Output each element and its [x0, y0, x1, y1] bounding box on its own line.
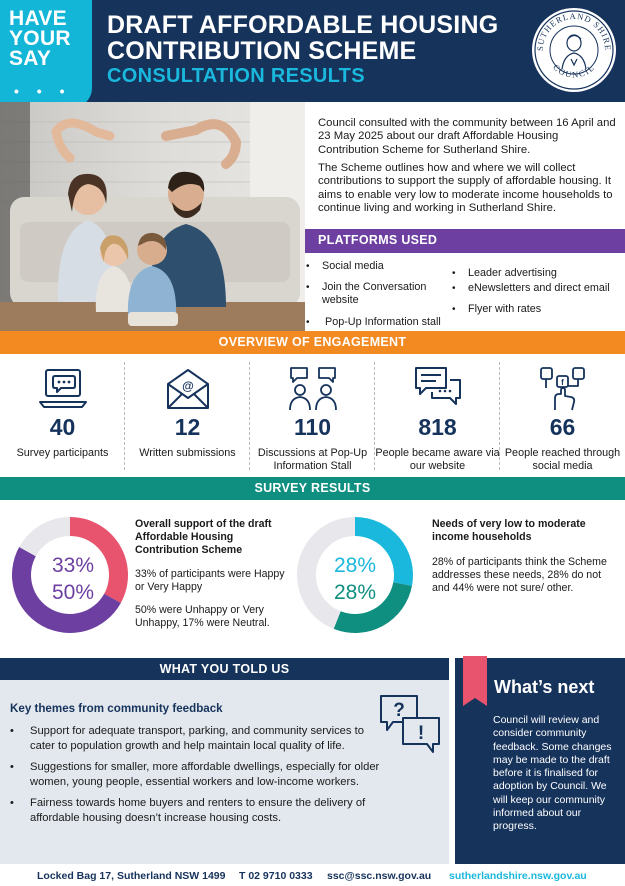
- platform-item: • Flyer with rates: [452, 303, 542, 315]
- feedback-item: • Fairness towards home buyers and renters to ensure the delivery of affordable housing doesn’t increase housing costs.: [10, 797, 366, 824]
- bullet-icon: •: [306, 261, 310, 272]
- bullet-icon: •: [10, 797, 14, 809]
- feedback-item: • Suggestions for smaller, more affordable dwellings, especially for older women, young people, essential workers and low-income workers.: [10, 761, 380, 788]
- council-seal-logo: [531, 7, 617, 93]
- stat-social-media-reach: [500, 360, 625, 475]
- platform-item: • Pop-Up Information stall: [306, 316, 441, 328]
- themes-heading: Key themes from community feedback: [10, 702, 223, 715]
- survey-q2-text: 28% of participants think the Scheme addresses these needs, 28% do not and 44% were not sure/ other.: [432, 556, 607, 594]
- have-your-say-text: [9, 9, 71, 69]
- footer-email[interactable]: ssc@ssc.nsw.gov.au: [327, 870, 432, 882]
- family-photo: [0, 102, 305, 335]
- svg-text:@: @: [182, 379, 194, 393]
- badge-line-have: HAVE: [9, 7, 67, 30]
- svg-text:f: f: [561, 378, 564, 387]
- email-icon: [162, 364, 214, 412]
- stat-label: Written submissions: [139, 447, 236, 459]
- laptop-chat-icon: [37, 364, 89, 412]
- stat-survey-participants: [0, 360, 125, 475]
- social-media-icon: [537, 364, 589, 412]
- stat-label: People reached through social media: [504, 447, 621, 472]
- svg-text:!: !: [417, 723, 425, 744]
- platform-item: • Leader advertising: [452, 267, 557, 279]
- bullet-icon: •: [306, 282, 310, 293]
- people-talking-icon: [287, 364, 339, 412]
- seal-top-text: SUTHERLAND SHIRE: [534, 10, 614, 52]
- page-title-line2: CONTRIBUTION SCHEME: [107, 37, 417, 65]
- whats-next-title: What’s next: [494, 677, 595, 697]
- question-bubbles-icon: [377, 692, 443, 756]
- bullet-icon: •: [452, 304, 456, 315]
- stat-number: 66: [549, 414, 576, 440]
- stat-number: 110: [293, 414, 332, 440]
- page-subtitle: CONSULTATION RESULTS: [107, 65, 365, 87]
- donut-chart-needs: [295, 515, 415, 635]
- platforms-title: PLATFORMS USED: [318, 233, 438, 247]
- survey-q1-heading: Overall support of the draft Affordable Housing Contribution Scheme: [135, 518, 272, 556]
- donut-label-top: 33%: [51, 554, 95, 577]
- survey-q2-heading: Needs of very low to moderate income households: [432, 518, 586, 543]
- bullet-icon: •: [452, 283, 456, 294]
- whats-next-text: Council will review and consider community feedback. Some changes may be made to the draft before it is finalised for adoption by Council. We will keep our community informed about our progress.: [493, 714, 612, 833]
- platform-item: • eNewsletters and direct email: [452, 282, 610, 294]
- stat-number: 818: [418, 414, 457, 440]
- donut-chart-support: [10, 515, 130, 635]
- footer-phone: T 02 9710 0333: [239, 870, 313, 882]
- intro-paragraph-2: The Scheme outlines how and where we will collect contributions to support the supply of affordable housing. It aims to enable very low to moderate income households to continue living and working in Sutherland Shire.: [318, 162, 613, 215]
- stat-popup-discussions: [250, 360, 375, 475]
- chat-bubbles-icon: [412, 364, 464, 412]
- bullet-icon: •: [10, 761, 14, 773]
- stat-label: People became aware via our website: [375, 447, 500, 472]
- svg-text:?: ?: [393, 700, 405, 721]
- feedback-title: WHAT YOU TOLD US: [159, 662, 290, 676]
- platform-item: • Social media: [306, 260, 384, 272]
- survey-q1-text1: 33% of participants were Happy or Very Happy: [135, 568, 285, 593]
- donut-label-bottom: 50%: [51, 581, 95, 604]
- donut-segment-2: [19, 517, 70, 556]
- bullet-icon: •: [10, 725, 14, 737]
- seal-bottom-text: COUNCIL: [551, 61, 597, 80]
- survey-q1-text2: 50% were Unhappy or Very Unhappy, 17% were Neutral.: [135, 604, 270, 629]
- bullet-icon: •: [306, 317, 310, 328]
- bullet-icon: •: [452, 268, 456, 279]
- stat-label: Discussions at Pop-Up Information Stall: [257, 447, 368, 472]
- survey-title: SURVEY RESULTS: [254, 481, 371, 495]
- stat-written-submissions: [125, 360, 250, 475]
- stat-number: 12: [174, 414, 201, 440]
- stat-website-aware: [375, 360, 500, 475]
- page-title-line1: DRAFT AFFORDABLE HOUSING: [107, 11, 499, 39]
- stat-label: Survey participants: [16, 447, 109, 459]
- badge-line-your: YOUR: [9, 27, 71, 50]
- donut-label-top: 28%: [333, 554, 377, 577]
- stat-number: 40: [49, 414, 76, 440]
- overview-title: OVERVIEW OF ENGAGEMENT: [218, 335, 407, 349]
- footer-address: Locked Bag 17, Sutherland NSW 1499: [37, 870, 226, 882]
- intro-paragraph-1: Council consulted with the community between 16 April and 23 May 2025 about our draft Affordable Housing Contribution Scheme for Sutherland Shire.: [318, 117, 616, 156]
- badge-line-say: SAY: [9, 47, 52, 70]
- footer-website-link[interactable]: sutherlandshire.nsw.gov.au: [449, 870, 587, 882]
- badge-dots: • • •: [14, 83, 72, 99]
- ribbon-icon: [463, 656, 487, 706]
- platform-item: • Join the Conversation website: [306, 281, 427, 306]
- feedback-item: • Support for adequate transport, parking, and community services to cater to population growth and help maintain local quality of life.: [10, 725, 364, 752]
- donut-label-bottom: 28%: [333, 581, 377, 604]
